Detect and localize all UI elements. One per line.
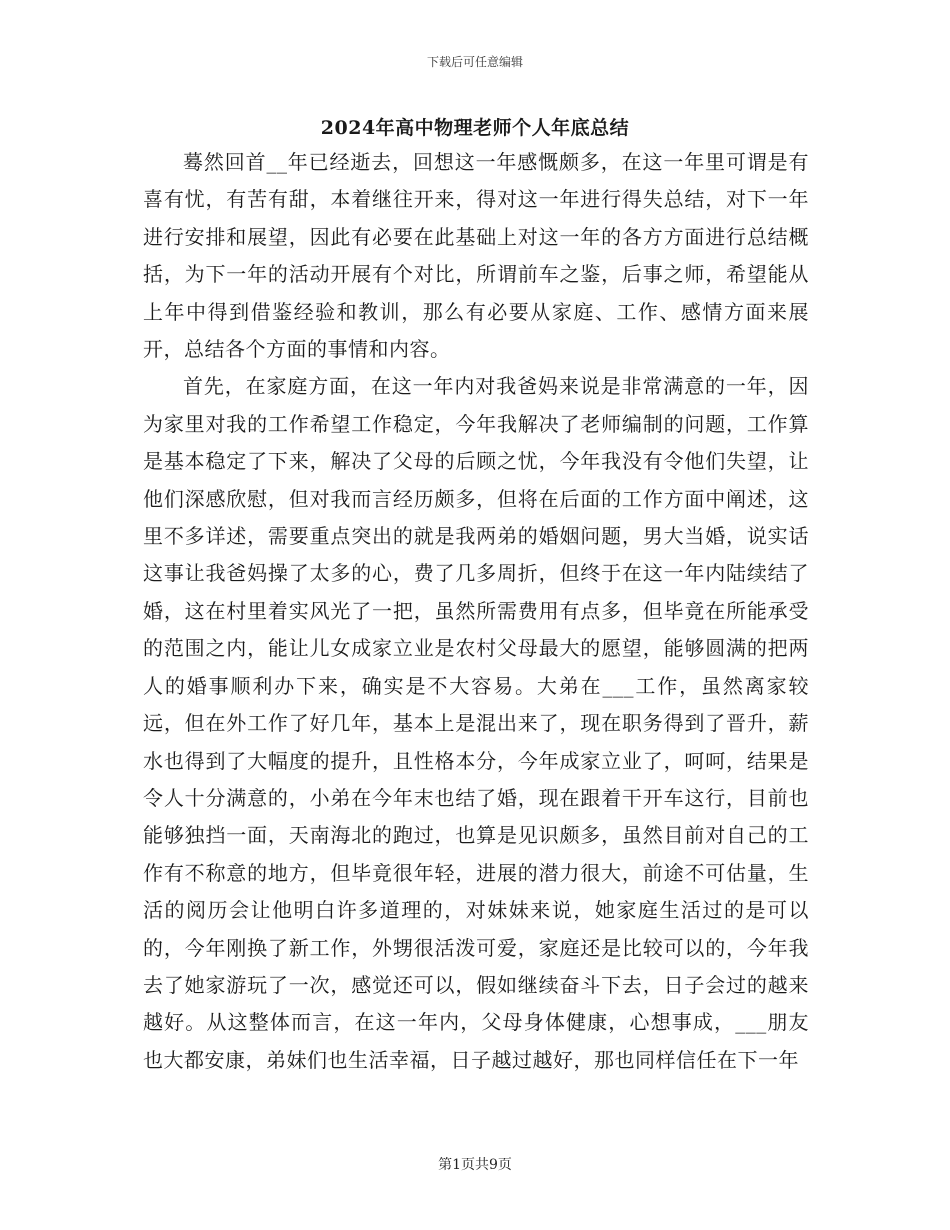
document-body: [143, 144, 809, 1079]
body-paragraph-2: 首先，在家庭方面，在这一年内对我爸妈来说是非常满意的一年，因为家里对我的工作希望工作稳定，今年我解决了老师编制的问题，工作算是基本稳定了下来，解决了父母的后顾之忧，今年我没有令他们失望，让他们深感欣慰，但对我而言经历颇多，但将在后面的工作方面中阐述，这里不多详述，需要重点突出的就是我两弟的婚姻问题，男大当婚，说实话这事让我爸妈操了太多的心，费了几多周折，但终于在这一年内陆续结了婚，这在村里着实风光了一把，虽然所需费用有点多，但毕竟在所能承受的范围之内，能让儿女成家立业是农村父母最大的愿望，能够圆满的把两人的婚事顺利办下来，确实是不大容易。大弟在___工作，虽然离家较远，但在外工作了好几年，基本上是混出来了，现在职务得到了晋升，薪水也得到了大幅度的提升，且性格本分，今年成家立业了，呵呵，结果是令人十分满意的，小弟在今年末也结了婚，现在跟着干开车这行，目前也能够独挡一面，天南海北的跑过，也算是见识颇多，虽然目前对自己的工作有不称意的地方，但毕竟很年轻，进展的潜力很大，前途不可估量，生活的阅历会让他明白许多道理的，对妹妹来说，她家庭生活过的是可以的，今年刚换了新工作，外甥很活泼可爱，家庭还是比较可以的，今年我去了她家游玩了一次，感觉还可以，假如继续奋斗下去，日子会过的越来越好。从这整体而言，在这一年内，父母身体健康，心想事成，___朋友也大都安康，弟妹们也生活幸福，日子越过越好，那也同样信任在下一年: [143, 374, 809, 1072]
page-header-note: 下载后可任意编辑: [426, 55, 523, 69]
body-paragraph-1: 蓦然回首__年已经逝去，回想这一年感慨颇多，在这一年里可谓是有喜有忧，有苦有甜，本着继往开来，得对这一年进行得失总结，对下一年进行安排和展望，因此有必要在此基础上对这一年的各方方面进行总结概括，为下一年的活动开展有个对比，所谓前车之鉴，后事之师，希望能从上年中得到借鉴经验和教训，那么有必要从家庭、工作、感情方面来展开，总结各个方面的事情和内容。: [143, 150, 809, 362]
page-number-footer: 第1页共9页: [438, 1157, 512, 1173]
document-title: 2024年高中物理老师个人年底总结: [320, 117, 630, 139]
